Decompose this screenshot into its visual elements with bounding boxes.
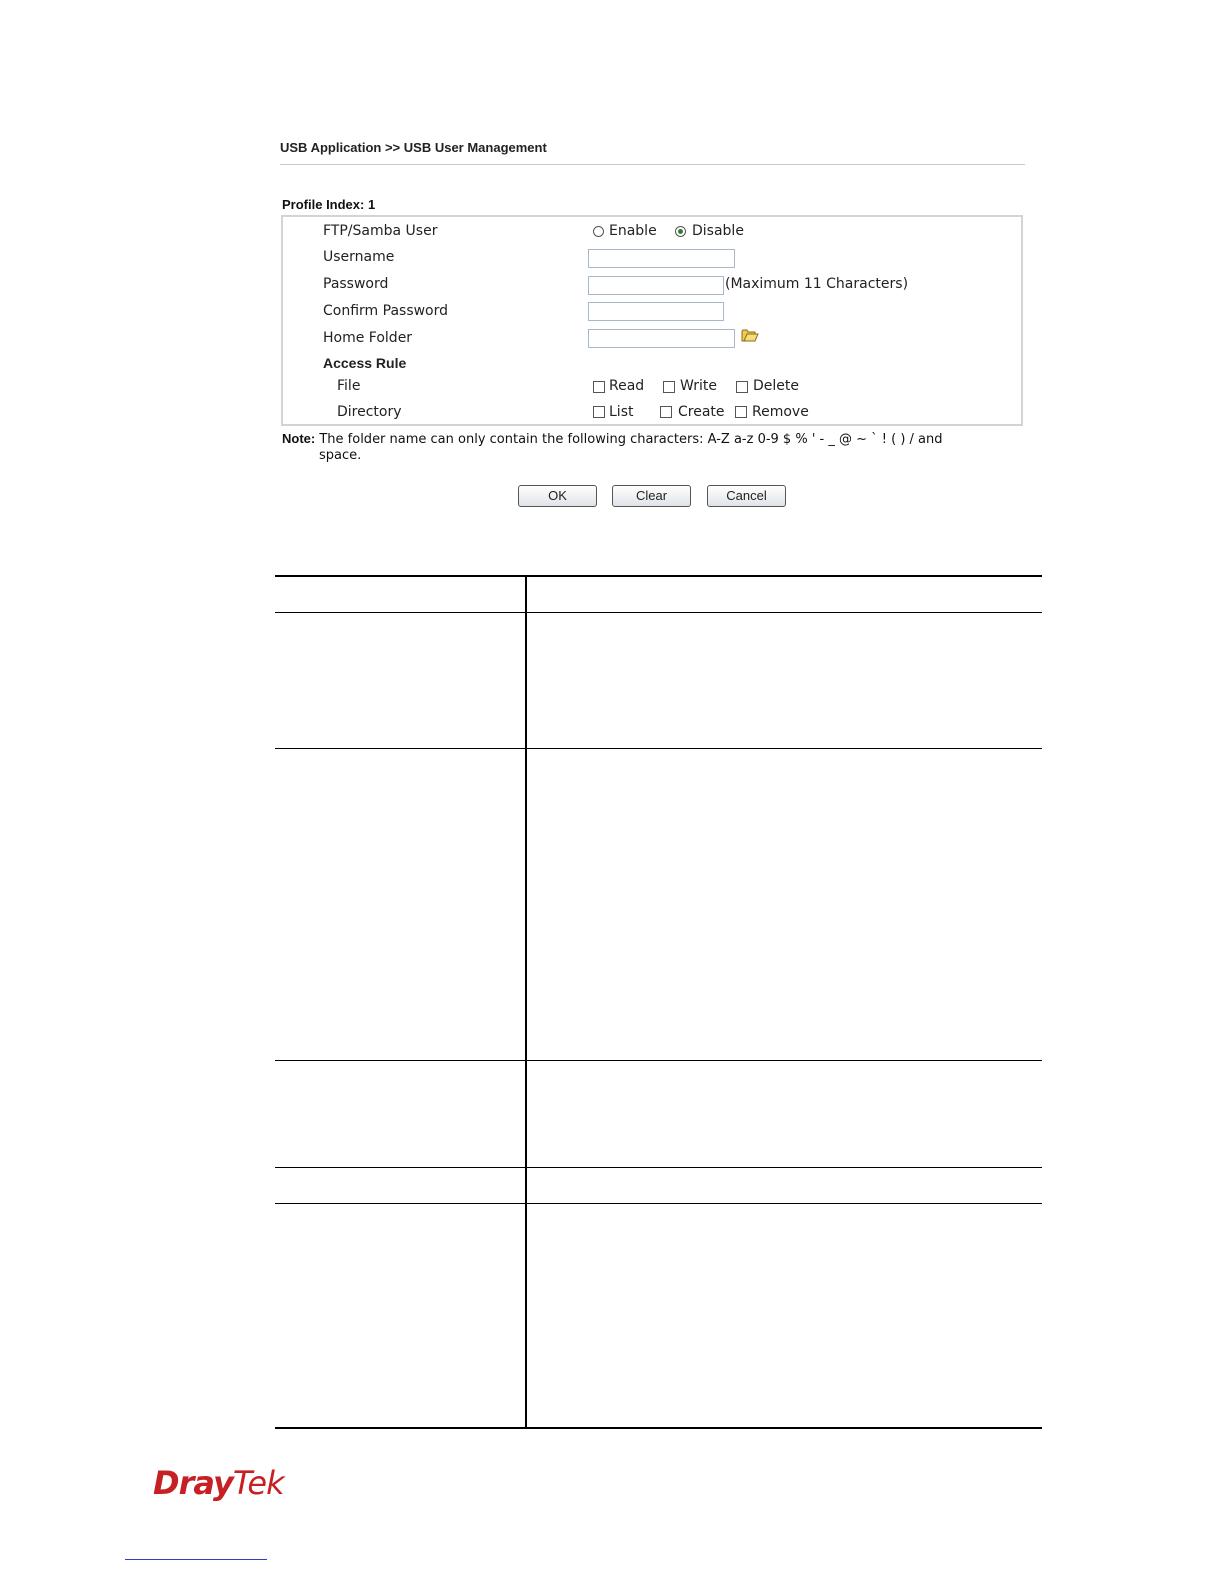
directory-label: Directory bbox=[337, 404, 402, 420]
note-prefix: Note: bbox=[282, 431, 316, 446]
profile-index: Profile Index: 1 bbox=[282, 197, 376, 212]
breadcrumb-divider bbox=[280, 164, 1025, 165]
file-write-checkbox[interactable] bbox=[663, 381, 675, 393]
home-folder-input[interactable] bbox=[588, 329, 735, 348]
breadcrumb: USB Application >> USB User Management bbox=[280, 140, 547, 155]
table-row-divider bbox=[275, 1167, 1042, 1168]
home-folder-label: Home Folder bbox=[323, 330, 413, 346]
password-input[interactable] bbox=[588, 276, 724, 295]
password-hint: (Maximum 11 Characters) bbox=[725, 276, 909, 292]
table-row-divider bbox=[275, 1203, 1042, 1204]
clear-button[interactable]: Clear bbox=[612, 485, 691, 507]
password-label: Password bbox=[323, 276, 389, 292]
table-row-divider bbox=[275, 1060, 1042, 1061]
username-input[interactable] bbox=[588, 249, 735, 268]
cancel-button[interactable]: Cancel bbox=[707, 485, 786, 507]
draytek-logo: DrayTek bbox=[153, 1464, 284, 1502]
directory-list-label[interactable]: List bbox=[609, 404, 634, 420]
ftp-samba-user-label: FTP/Samba User bbox=[323, 223, 438, 239]
table-bottom-border bbox=[275, 1427, 1042, 1429]
table-column-divider bbox=[525, 575, 527, 1429]
directory-remove-checkbox[interactable] bbox=[735, 406, 747, 418]
note-text: The folder name can only contain the following characters: A-Z a-z 0-9 $ % ' - _ @ ~ ` ! ( ) / and bbox=[319, 432, 943, 447]
enable-radio-label[interactable]: Enable bbox=[609, 223, 657, 239]
disable-radio[interactable] bbox=[675, 226, 686, 237]
note-text-continued: space. bbox=[319, 448, 362, 463]
ok-button[interactable]: OK bbox=[518, 485, 597, 507]
file-read-label[interactable]: Read bbox=[609, 378, 645, 394]
footer-rule bbox=[125, 1559, 267, 1560]
directory-create-checkbox[interactable] bbox=[660, 406, 672, 418]
access-rule-label: Access Rule bbox=[323, 355, 407, 371]
confirm-password-label: Confirm Password bbox=[323, 303, 449, 319]
file-delete-checkbox[interactable] bbox=[736, 381, 748, 393]
folder-icon[interactable] bbox=[741, 327, 759, 343]
directory-remove-label[interactable]: Remove bbox=[752, 404, 809, 420]
file-label: File bbox=[337, 378, 361, 394]
directory-create-label[interactable]: Create bbox=[678, 404, 725, 420]
enable-radio[interactable] bbox=[593, 226, 604, 237]
table-header-divider bbox=[275, 612, 1042, 613]
table-top-border bbox=[275, 575, 1042, 577]
directory-list-checkbox[interactable] bbox=[593, 406, 605, 418]
file-read-checkbox[interactable] bbox=[593, 381, 605, 393]
folder-name-note bbox=[282, 431, 1012, 464]
table-row-divider bbox=[275, 748, 1042, 749]
confirm-password-input[interactable] bbox=[588, 302, 724, 321]
file-delete-label[interactable]: Delete bbox=[753, 378, 799, 394]
disable-radio-label[interactable]: Disable bbox=[692, 223, 744, 239]
file-write-label[interactable]: Write bbox=[680, 378, 717, 394]
username-label: Username bbox=[323, 249, 395, 265]
